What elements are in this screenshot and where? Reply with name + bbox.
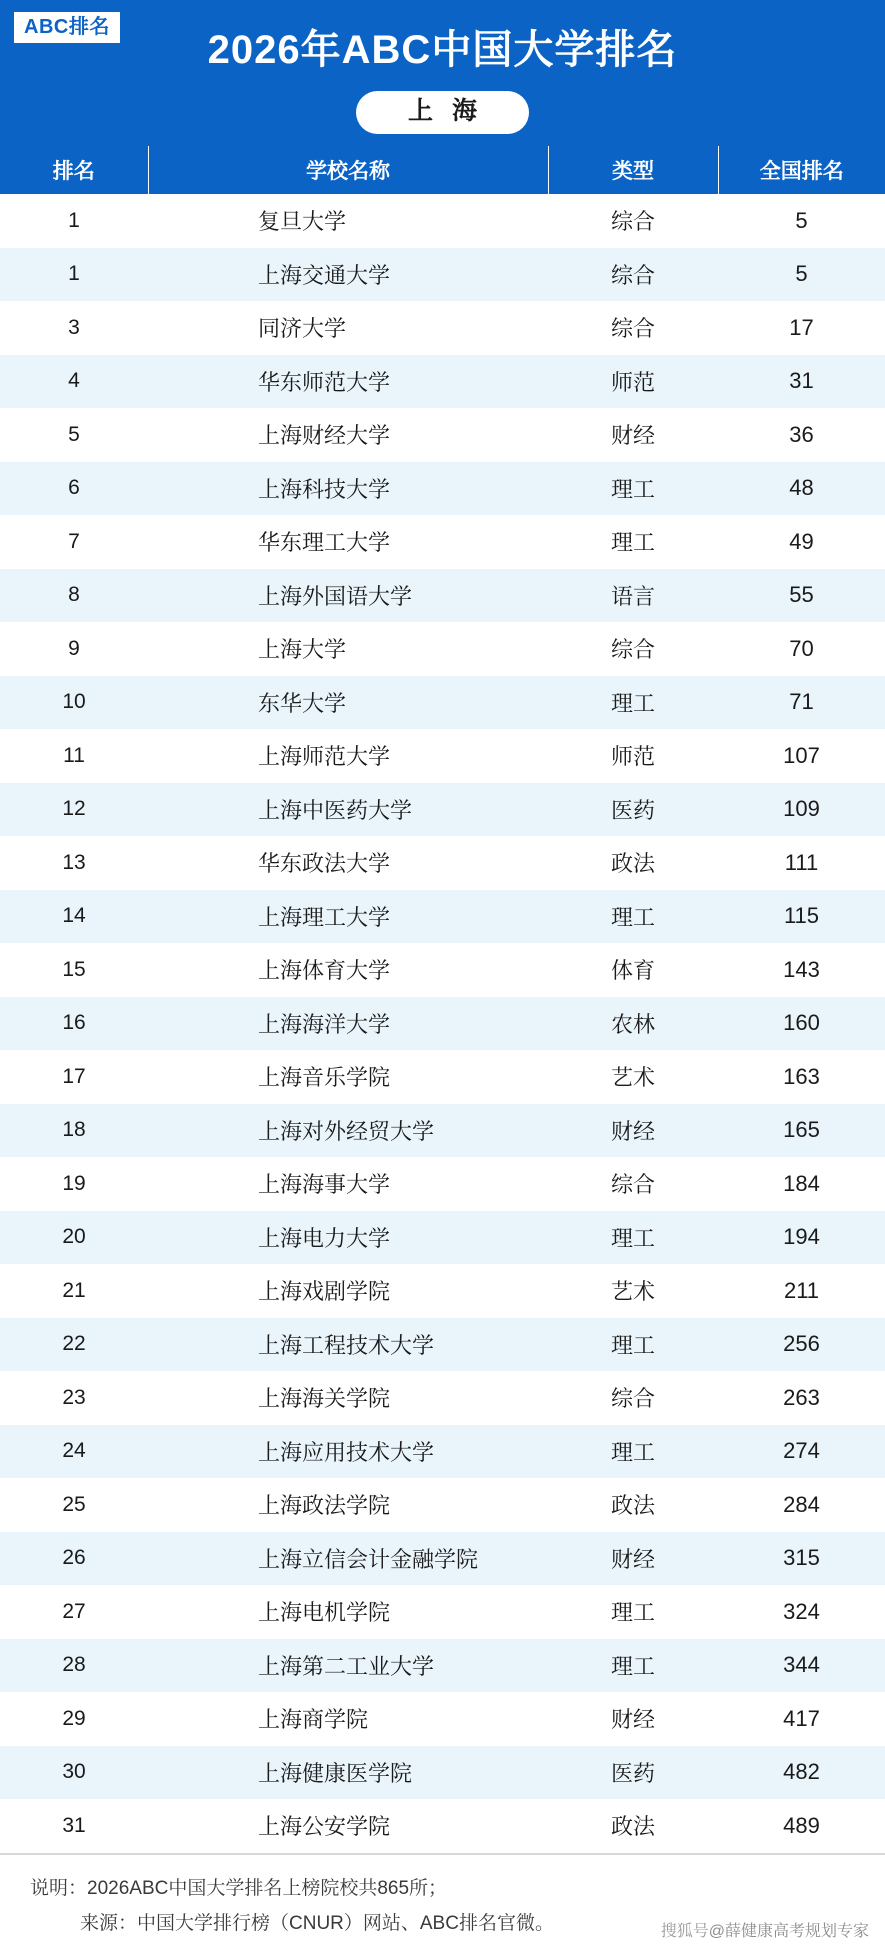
cell-type: 理工 <box>548 515 718 569</box>
cell-national-rank: 194 <box>718 1211 885 1265</box>
cell-type: 财经 <box>548 1532 718 1586</box>
cell-type: 师范 <box>548 355 718 409</box>
cell-type: 财经 <box>548 1692 718 1746</box>
cell-school-name: 上海海关学院 <box>148 1371 548 1425</box>
cell-rank: 20 <box>0 1211 148 1265</box>
cell-school-name: 上海政法学院 <box>148 1478 548 1532</box>
cell-national-rank: 482 <box>718 1746 885 1800</box>
cell-school-name: 华东师范大学 <box>148 355 548 409</box>
cell-rank: 24 <box>0 1425 148 1479</box>
cell-rank: 1 <box>0 248 148 302</box>
cell-type: 医药 <box>548 1746 718 1800</box>
cell-rank: 15 <box>0 943 148 997</box>
watermark <box>661 1918 869 1941</box>
table-row <box>0 301 885 355</box>
cell-school-name: 上海师范大学 <box>148 729 548 783</box>
cell-rank: 7 <box>0 515 148 569</box>
cell-school-name: 上海电力大学 <box>148 1211 548 1265</box>
page-footer <box>0 1855 885 1947</box>
cell-type: 艺术 <box>548 1050 718 1104</box>
table-row <box>0 194 885 248</box>
cell-national-rank: 184 <box>718 1157 885 1211</box>
table-row <box>0 569 885 623</box>
cell-rank: 26 <box>0 1532 148 1586</box>
cell-type: 理工 <box>548 676 718 730</box>
cell-school-name: 华东理工大学 <box>148 515 548 569</box>
cell-type: 财经 <box>548 1104 718 1158</box>
table-row <box>0 1318 885 1372</box>
cell-type: 综合 <box>548 1157 718 1211</box>
cell-type: 综合 <box>548 194 718 248</box>
cell-rank: 23 <box>0 1371 148 1425</box>
cell-rank: 8 <box>0 569 148 623</box>
table-row <box>0 1746 885 1800</box>
table-row <box>0 515 885 569</box>
table-row <box>0 355 885 409</box>
cell-school-name: 上海立信会计金融学院 <box>148 1532 548 1586</box>
cell-national-rank: 17 <box>718 301 885 355</box>
table-row <box>0 1104 885 1158</box>
table-row <box>0 943 885 997</box>
cell-national-rank: 163 <box>718 1050 885 1104</box>
table-row <box>0 622 885 676</box>
cell-rank: 28 <box>0 1639 148 1693</box>
cell-type: 政法 <box>548 836 718 890</box>
table-row <box>0 408 885 462</box>
cell-rank: 17 <box>0 1050 148 1104</box>
cell-rank: 1 <box>0 194 148 248</box>
cell-rank: 19 <box>0 1157 148 1211</box>
cell-school-name: 上海对外经贸大学 <box>148 1104 548 1158</box>
cell-rank: 18 <box>0 1104 148 1158</box>
watermark-account: @薛健康高考规划专家 <box>708 1923 869 1941</box>
cell-type: 理工 <box>548 890 718 944</box>
cell-school-name: 上海交通大学 <box>148 248 548 302</box>
cell-type: 师范 <box>548 729 718 783</box>
cell-type: 理工 <box>548 1318 718 1372</box>
cell-type: 综合 <box>548 248 718 302</box>
cell-type: 语言 <box>548 569 718 623</box>
cell-school-name: 上海中医药大学 <box>148 783 548 837</box>
table-row <box>0 729 885 783</box>
cell-rank: 29 <box>0 1692 148 1746</box>
cell-national-rank: 48 <box>718 462 885 516</box>
table-body <box>0 194 885 1853</box>
cell-national-rank: 111 <box>718 836 885 890</box>
cell-national-rank: 263 <box>718 1371 885 1425</box>
cell-rank: 25 <box>0 1478 148 1532</box>
table-row <box>0 997 885 1051</box>
column-header-school-name: 学校名称 <box>148 146 548 194</box>
table-row <box>0 1157 885 1211</box>
cell-national-rank: 115 <box>718 890 885 944</box>
cell-national-rank: 109 <box>718 783 885 837</box>
cell-type: 理工 <box>548 1639 718 1693</box>
table-header <box>0 146 885 194</box>
cell-rank: 31 <box>0 1799 148 1853</box>
cell-school-name: 同济大学 <box>148 301 548 355</box>
table-row <box>0 676 885 730</box>
cell-rank: 9 <box>0 622 148 676</box>
cell-school-name: 上海应用技术大学 <box>148 1425 548 1479</box>
cell-school-name: 上海大学 <box>148 622 548 676</box>
cell-type: 理工 <box>548 1585 718 1639</box>
cell-school-name: 上海电机学院 <box>148 1585 548 1639</box>
cell-national-rank: 31 <box>718 355 885 409</box>
page-title: 2026年ABC中国大学排名 <box>207 27 678 72</box>
cell-rank: 4 <box>0 355 148 409</box>
table-row <box>0 1478 885 1532</box>
column-header-rank: 排名 <box>0 146 148 194</box>
cell-national-rank: 489 <box>718 1799 885 1853</box>
cell-school-name: 上海健康医学院 <box>148 1746 548 1800</box>
cell-school-name: 上海海洋大学 <box>148 997 548 1051</box>
table-row <box>0 783 885 837</box>
cell-national-rank: 36 <box>718 408 885 462</box>
table-row <box>0 1585 885 1639</box>
page-header <box>0 0 885 146</box>
region-badge: 上 海 <box>356 91 529 135</box>
cell-school-name: 复旦大学 <box>148 194 548 248</box>
table-row <box>0 836 885 890</box>
cell-school-name: 上海戏剧学院 <box>148 1264 548 1318</box>
cell-national-rank: 5 <box>718 248 885 302</box>
cell-rank: 3 <box>0 301 148 355</box>
cell-school-name: 上海体育大学 <box>148 943 548 997</box>
cell-type: 体育 <box>548 943 718 997</box>
cell-school-name: 上海财经大学 <box>148 408 548 462</box>
ranking-table <box>0 146 885 1853</box>
table-row <box>0 1264 885 1318</box>
cell-rank: 6 <box>0 462 148 516</box>
cell-national-rank: 274 <box>718 1425 885 1479</box>
cell-rank: 14 <box>0 890 148 944</box>
watermark-prefix: 搜狐号 <box>660 1923 709 1941</box>
cell-rank: 13 <box>0 836 148 890</box>
cell-rank: 11 <box>0 729 148 783</box>
table-header-row <box>0 146 885 194</box>
table-row <box>0 1371 885 1425</box>
cell-school-name: 上海工程技术大学 <box>148 1318 548 1372</box>
cell-national-rank: 107 <box>718 729 885 783</box>
cell-school-name: 上海商学院 <box>148 1692 548 1746</box>
cell-type: 农林 <box>548 997 718 1051</box>
column-header-type: 类型 <box>548 146 718 194</box>
table-row <box>0 1799 885 1853</box>
cell-national-rank: 344 <box>718 1639 885 1693</box>
footer-note-line-2: 来源：中国大学排行榜（CNUR）网站、ABC排名官微。 <box>80 1913 554 1935</box>
table-row <box>0 1639 885 1693</box>
cell-rank: 12 <box>0 783 148 837</box>
cell-type: 财经 <box>548 408 718 462</box>
cell-rank: 16 <box>0 997 148 1051</box>
cell-national-rank: 165 <box>718 1104 885 1158</box>
cell-type: 艺术 <box>548 1264 718 1318</box>
cell-type: 理工 <box>548 1425 718 1479</box>
cell-national-rank: 143 <box>718 943 885 997</box>
cell-national-rank: 5 <box>718 194 885 248</box>
cell-type: 综合 <box>548 622 718 676</box>
table-row <box>0 1050 885 1104</box>
cell-rank: 27 <box>0 1585 148 1639</box>
cell-school-name: 上海音乐学院 <box>148 1050 548 1104</box>
cell-national-rank: 55 <box>718 569 885 623</box>
cell-school-name: 上海公安学院 <box>148 1799 548 1853</box>
table-row <box>0 1692 885 1746</box>
cell-national-rank: 417 <box>718 1692 885 1746</box>
cell-national-rank: 315 <box>718 1532 885 1586</box>
table-row <box>0 1211 885 1265</box>
column-header-national-rank: 全国排名 <box>718 146 885 194</box>
table-row <box>0 1425 885 1479</box>
abc-ranking-logo: ABC排名 <box>14 12 120 43</box>
cell-national-rank: 284 <box>718 1478 885 1532</box>
table-row <box>0 1532 885 1586</box>
cell-national-rank: 324 <box>718 1585 885 1639</box>
cell-rank: 22 <box>0 1318 148 1372</box>
cell-type: 政法 <box>548 1478 718 1532</box>
cell-type: 综合 <box>548 1371 718 1425</box>
cell-type: 医药 <box>548 783 718 837</box>
cell-school-name: 东华大学 <box>148 676 548 730</box>
footer-note-line-1: 说明：2026ABC中国大学排名上榜院校共865所； <box>30 1878 448 1899</box>
cell-rank: 30 <box>0 1746 148 1800</box>
cell-national-rank: 70 <box>718 622 885 676</box>
cell-type: 综合 <box>548 301 718 355</box>
cell-rank: 10 <box>0 676 148 730</box>
cell-rank: 5 <box>0 408 148 462</box>
table-row <box>0 462 885 516</box>
cell-school-name: 上海海事大学 <box>148 1157 548 1211</box>
cell-school-name: 上海科技大学 <box>148 462 548 516</box>
cell-rank: 21 <box>0 1264 148 1318</box>
table-row <box>0 248 885 302</box>
cell-school-name: 华东政法大学 <box>148 836 548 890</box>
cell-national-rank: 256 <box>718 1318 885 1372</box>
cell-school-name: 上海第二工业大学 <box>148 1639 548 1693</box>
cell-national-rank: 71 <box>718 676 885 730</box>
cell-type: 政法 <box>548 1799 718 1853</box>
cell-national-rank: 211 <box>718 1264 885 1318</box>
cell-school-name: 上海外国语大学 <box>148 569 548 623</box>
cell-national-rank: 160 <box>718 997 885 1051</box>
cell-type: 理工 <box>548 1211 718 1265</box>
cell-type: 理工 <box>548 462 718 516</box>
table-row <box>0 890 885 944</box>
cell-school-name: 上海理工大学 <box>148 890 548 944</box>
cell-national-rank: 49 <box>718 515 885 569</box>
